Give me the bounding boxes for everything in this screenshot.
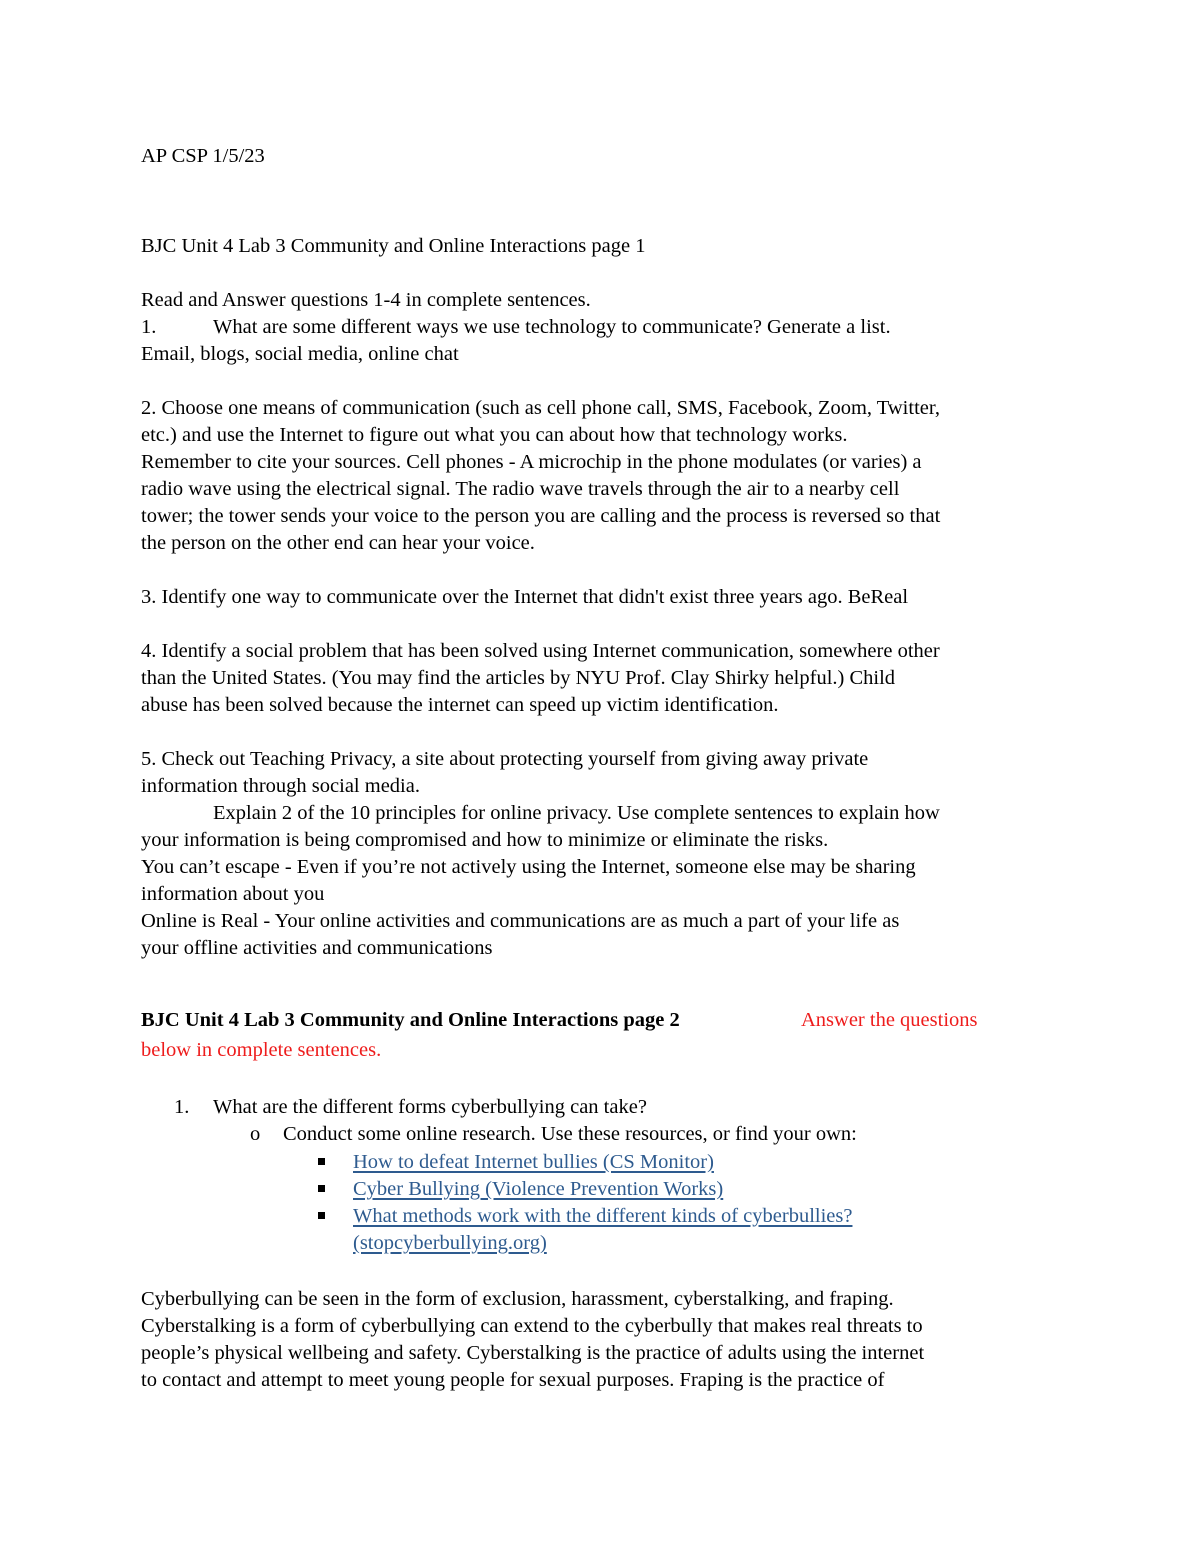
q5-line: 5. Check out Teaching Privacy, a site about protecting yourself from giving away private [141,748,869,770]
link-cs-monitor[interactable]: How to defeat Internet bullies (CS Monitor) [353,1151,714,1173]
q5-line: information through social media. [141,775,420,797]
page2-q1-number: 1. [174,1096,190,1118]
link-stopcyberbullying[interactable]: What methods work with the different kinds of cyberbullies? [353,1205,853,1227]
square-bullet-icon [318,1158,325,1165]
q2-line: etc.) and use the Internet to figure out what you can about how that technology works. [141,424,848,446]
page1-title: BJC Unit 4 Lab 3 Community and Online Interactions page 1 [141,235,646,257]
q2-line: 2. Choose one means of communication (such as cell phone call, SMS, Facebook, Zoom, Twitter, [141,397,940,419]
q5-answer-line: Online is Real - Your online activities and communications are as much a part of your life as [141,910,900,932]
course-date-heading: AP CSP 1/5/23 [141,145,265,167]
research-instruction: Conduct some online research. Use these resources, or find your own: [283,1123,857,1145]
link-violence-prevention-works[interactable]: Cyber Bullying (Violence Prevention Works) [353,1178,724,1200]
q2-line: radio wave using the electrical signal. The radio wave travels through the air to a nearby cell [141,478,900,500]
page2-instruction-cont: below in complete sentences. [141,1039,382,1061]
hollow-bullet-icon: o [250,1123,261,1145]
q2-line: tower; the tower sends your voice to the person you are calling and the process is reversed so that [141,505,941,527]
link-stopcyberbullying-cont[interactable]: (stopcyberbullying.org) [353,1232,547,1254]
q4-line: than the United States. (You may find the articles by NYU Prof. Clay Shirky helpful.) Child [141,667,896,689]
page2-answer-line: Cyberbullying can be seen in the form of exclusion, harassment, cyberstalking, and fraping. [141,1288,894,1310]
page2-answer-line: to contact and attempt to meet young people for sexual purposes. Fraping is the practice of [141,1369,885,1391]
q5-answer-line: your information is being compromised and how to minimize or eliminate the risks. [141,829,829,851]
page1-intro: Read and Answer questions 1-4 in complete sentences. [141,289,591,311]
page2-q1-question: What are the different forms cyberbullying can take? [213,1096,647,1118]
q5-answer-line: information about you [141,883,325,905]
page2-answer-line: Cyberstalking is a form of cyberbullying can extend to the cyberbully that makes real threats to [141,1315,923,1337]
q4-line: 4. Identify a social problem that has been solved using Internet communication, somewhere other [141,640,940,662]
q1-answer: Email, blogs, social media, online chat [141,343,459,365]
q5-answer-line: You can’t escape - Even if you’re not actively using the Internet, someone else may be sharing [141,856,916,878]
q1-question: What are some different ways we use technology to communicate? Generate a list. [213,316,891,338]
page2-answer-line: people’s physical wellbeing and safety. Cyberstalking is the practice of adults using the internet [141,1342,925,1364]
q3-line: 3. Identify one way to communicate over the Internet that didn't exist three years ago. BeReal [141,586,909,608]
q5-answer-line: your offline activities and communications [141,937,493,959]
q2-line: Remember to cite your sources. Cell phones - A microchip in the phone modulates (or varies) a [141,451,922,473]
square-bullet-icon [318,1212,325,1219]
page2-title: BJC Unit 4 Lab 3 Community and Online Interactions page 2 [141,1009,680,1031]
q5-explain: Explain 2 of the 10 principles for online privacy. Use complete sentences to explain how [213,802,940,824]
q4-line: abuse has been solved because the internet can speed up victim identification. [141,694,779,716]
q2-line: the person on the other end can hear your voice. [141,532,535,554]
page2-instruction: Answer the questions [801,1009,978,1031]
q1-number: 1. [141,316,157,338]
square-bullet-icon [318,1185,325,1192]
